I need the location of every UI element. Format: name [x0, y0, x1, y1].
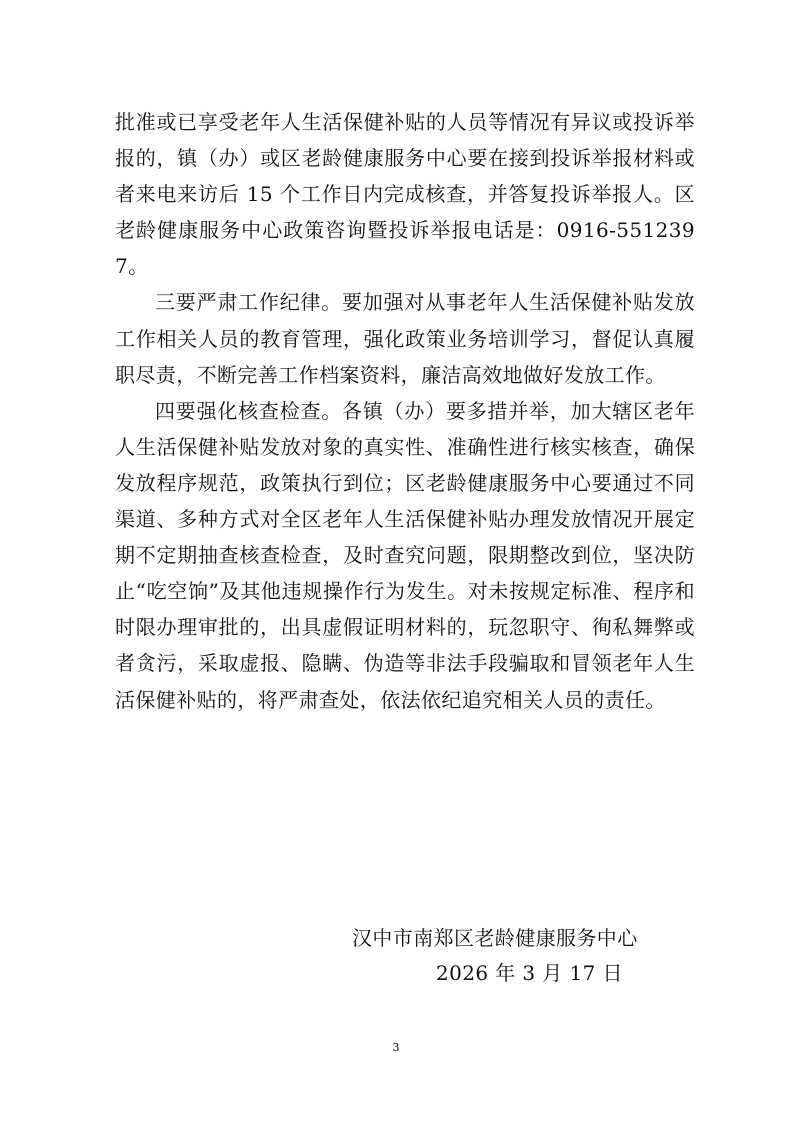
paragraph-verification-inspection: 四要强化核查检查。各镇（办）要多措并举，加大辖区老年人生活保健补贴发放对象的真实性、准确性进行核实核查，确保发放程序规范，政策执行到位；区老龄健康服务中心要通过不同渠道、多种方式对全区老年人生活保健补贴办理发放情况开展定期不定期抽查核查检查，及时查究问题，限期整改到位，坚决防止“吃空饷”及其他违规操作行为发生。对未按规定标准、程序和时限办理审批的，出具虚假证明材料的，玩忽职守、徇私舞弊或者贪污，采取虚报、隐瞒、伪造等非法手段骗取和冒领老年人生活保健补贴的，将严肃查处，依法依纪追究相关人员的责任。	[115, 398, 695, 712]
page-number: 3	[392, 1041, 400, 1054]
paragraph-work-discipline: 三要严肃工作纪律。要加强对从事老年人生活保健补贴发放工作相关人员的教育管理，强化政策业务培训学习，督促认真履职尽责，不断完善工作档案资料，廉洁高效地做好发放工作。	[115, 290, 695, 387]
paragraph-complaint-handling: 批准或已享受老年人生活保健补贴的人员等情况有异议或投诉举报的，镇（办）或区老龄健康服务中心要在接到投诉举报材料或者来电来访后 15 个工作日内完成核查，并答复投诉举报人。区老龄健康服务中心政策咨询暨投诉举报电话是：0916-5512397。	[115, 110, 695, 279]
signature-date: 2026 年 3 月 17 日	[436, 961, 623, 985]
document-body	[115, 104, 695, 718]
signature-organization: 汉中市南郑区老龄健康服务中心	[352, 926, 638, 950]
